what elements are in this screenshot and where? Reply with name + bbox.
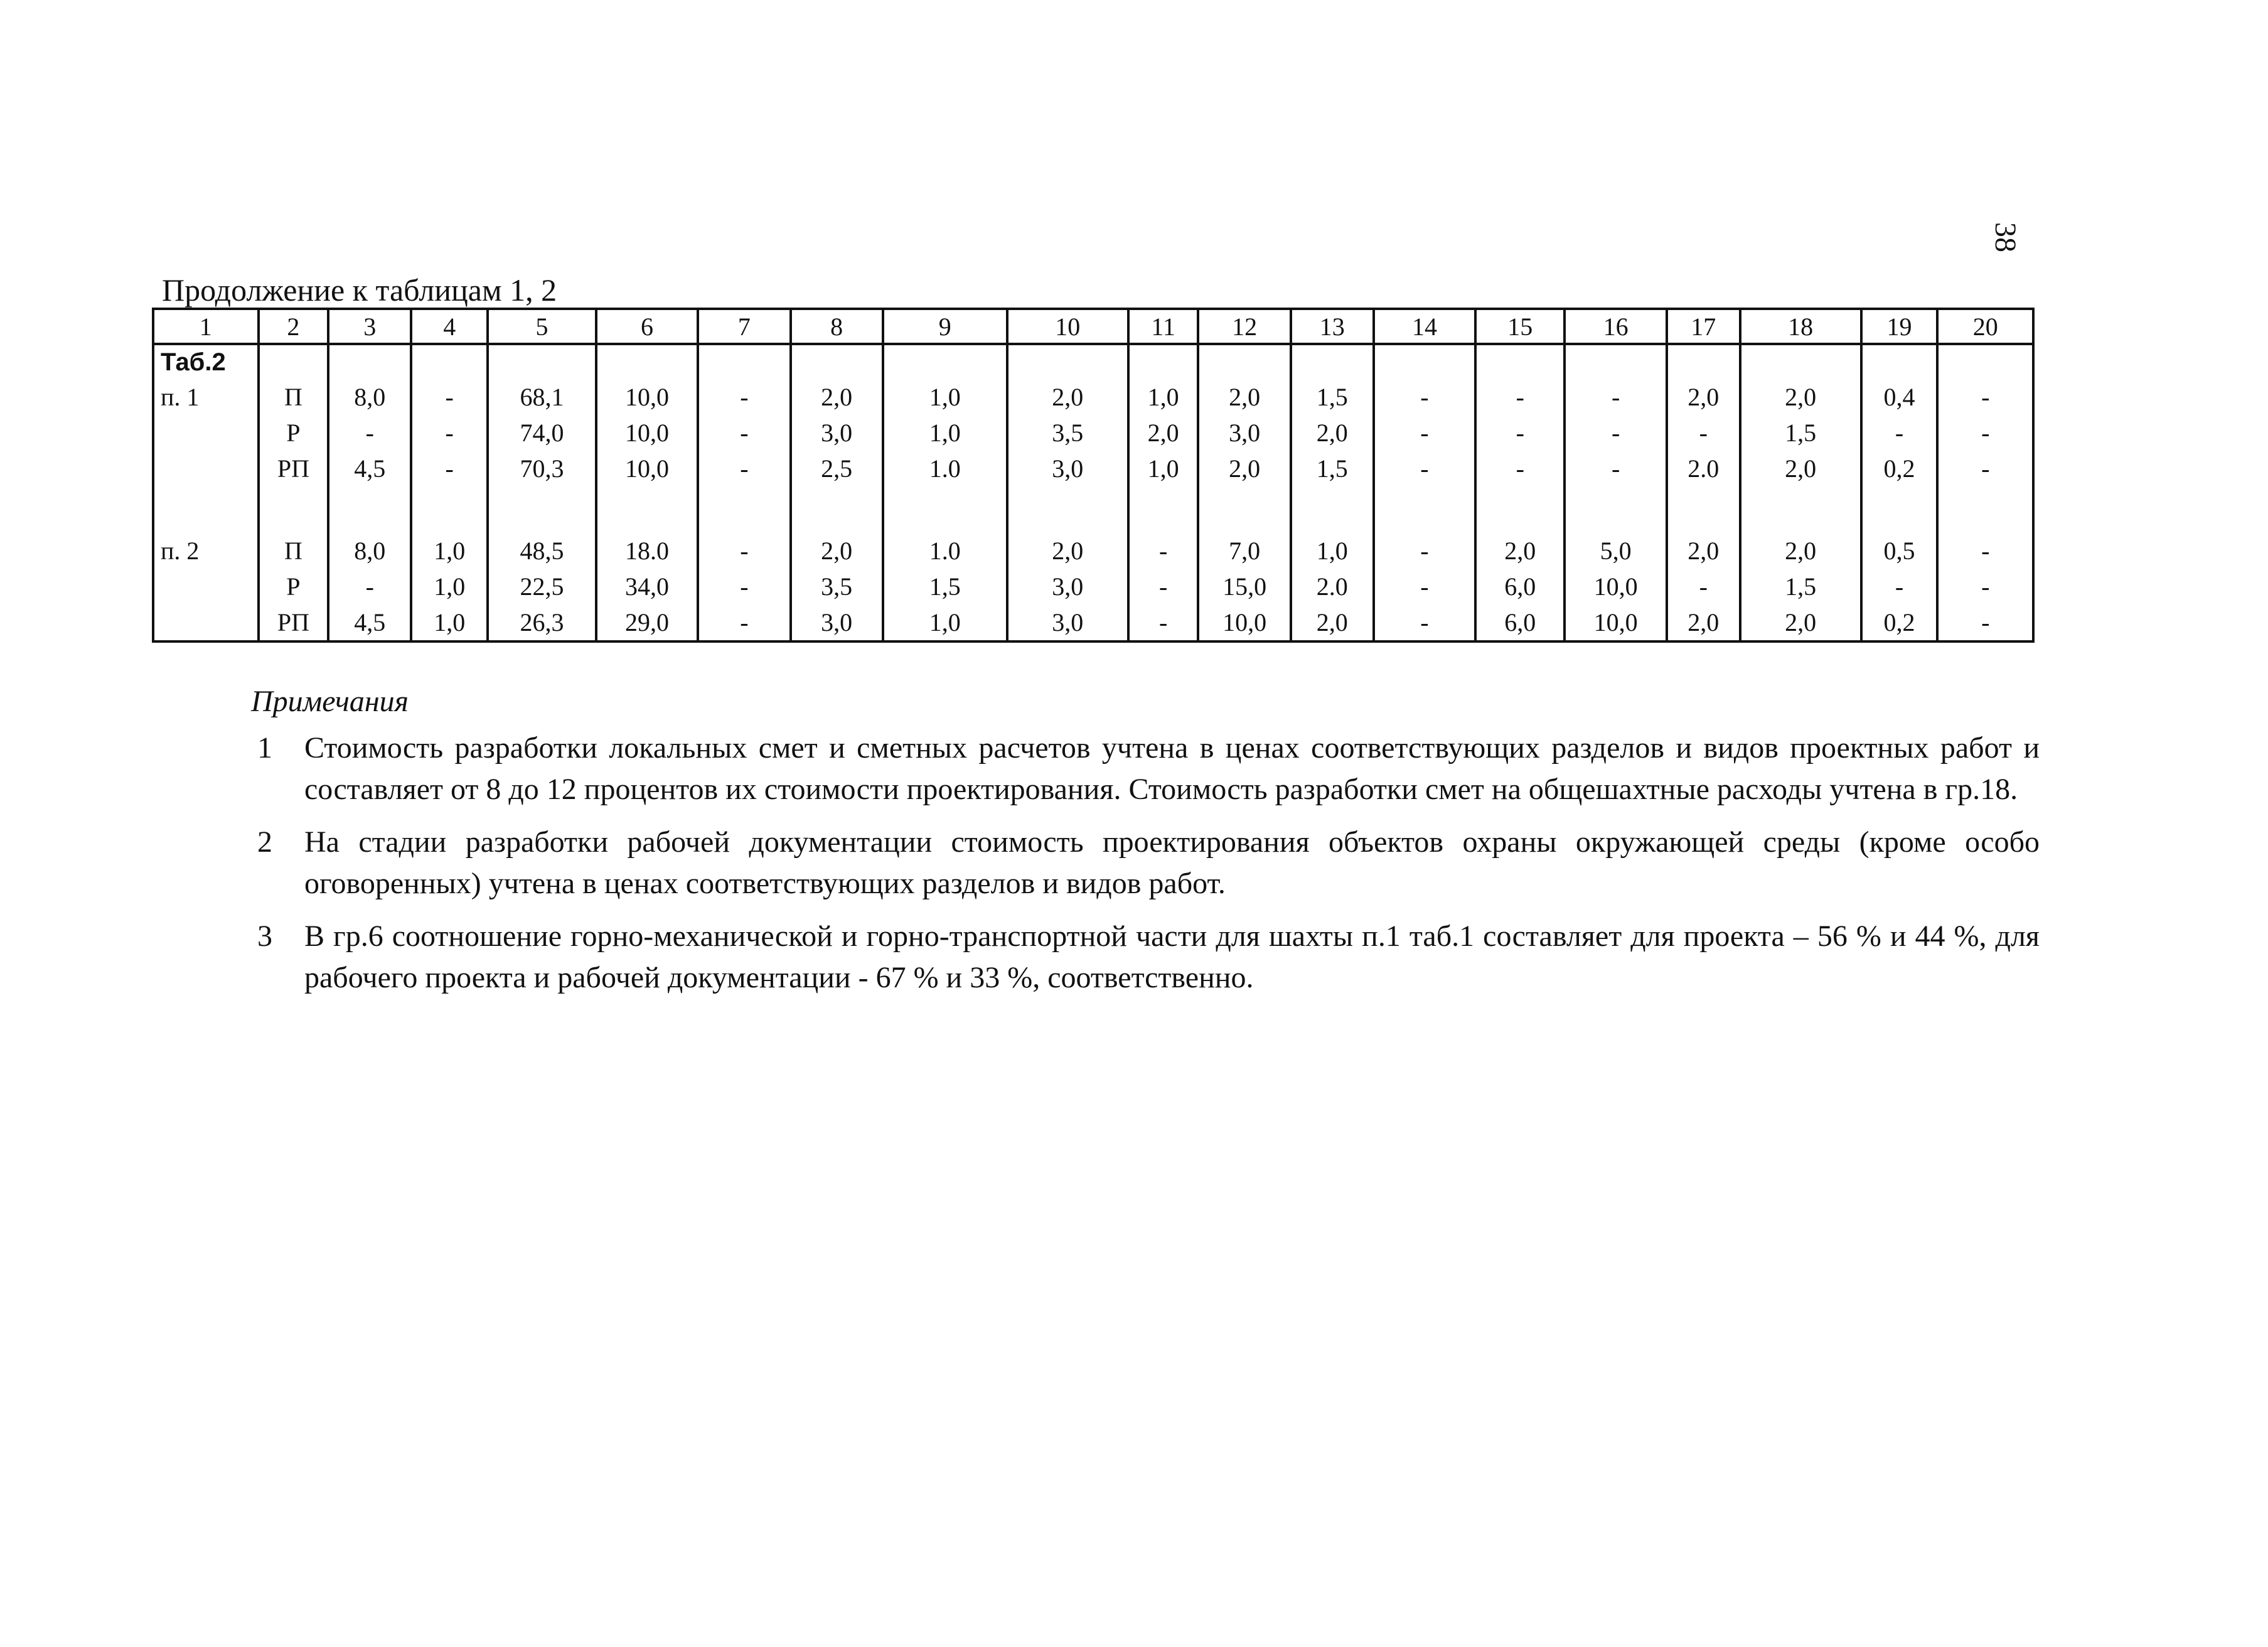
- empty-cell: [259, 486, 329, 533]
- column-header-6: 6: [596, 309, 698, 344]
- table-cell: 3,0: [1007, 451, 1128, 486]
- table-cell: 1,0: [411, 604, 488, 641]
- table-cell: -: [1374, 379, 1475, 415]
- empty-cell: [883, 486, 1007, 533]
- table-cell: -: [1861, 569, 1938, 604]
- empty-cell: [791, 486, 883, 533]
- table-cell: 1,5: [1740, 415, 1861, 451]
- table-cell: 1.0: [883, 533, 1007, 569]
- empty-cell: [1291, 486, 1374, 533]
- table-cell: -: [1374, 451, 1475, 486]
- table-cell: -: [1374, 569, 1475, 604]
- table-body: [153, 344, 2033, 641]
- empty-cell: [698, 486, 790, 533]
- table-cell: 1,0: [883, 379, 1007, 415]
- note-item: [251, 916, 2040, 999]
- table-cell: -: [328, 569, 411, 604]
- empty-cell: [1374, 344, 1475, 379]
- table-cell: 1,0: [1291, 533, 1374, 569]
- table-cell: 0,2: [1861, 451, 1938, 486]
- table-row: [153, 451, 2033, 486]
- tab-label-row: [153, 344, 2033, 379]
- note-number: 1: [257, 731, 272, 764]
- column-header-18: 18: [1740, 309, 1861, 344]
- empty-cell: [1937, 344, 2033, 379]
- table-cell: 48,5: [488, 533, 596, 569]
- table-cell: 2,0: [1291, 415, 1374, 451]
- note-text: В гр.6 соотношение горно-механической и горно-транспортной части для шахты п.1 таб.1 составляет для проекта – 56 % и 44 %, для рабочего проекта и рабочей документации - 67 % и 33 %, соответственно.: [304, 920, 2040, 994]
- table-cell: 0,5: [1861, 533, 1938, 569]
- empty-cell: [1861, 486, 1938, 533]
- table-cell: 1,0: [1128, 451, 1199, 486]
- table-cell: -: [411, 379, 488, 415]
- row-stage-label: Р: [259, 415, 329, 451]
- table-cell: 10,0: [1198, 604, 1290, 641]
- table-cell: 2,0: [1128, 415, 1199, 451]
- table-cell: 4,5: [328, 604, 411, 641]
- table-cell: 2,0: [1007, 533, 1128, 569]
- table-cell: 1,5: [883, 569, 1007, 604]
- table-cell: 15,0: [1198, 569, 1290, 604]
- column-header-15: 15: [1475, 309, 1565, 344]
- column-header-5: 5: [488, 309, 596, 344]
- group-label: п. 1: [153, 379, 259, 415]
- empty-cell: [488, 344, 596, 379]
- row-stage-label: РП: [259, 451, 329, 486]
- table-cell: 3,0: [1007, 604, 1128, 641]
- row-stage-label: РП: [259, 604, 329, 641]
- table-row: [153, 379, 2033, 415]
- table-cell: 2,0: [791, 533, 883, 569]
- notes-title: Примечания: [251, 685, 409, 718]
- empty-cell: [1565, 344, 1666, 379]
- table-cell: 1.0: [883, 451, 1007, 486]
- table-cell: -: [1937, 604, 2033, 641]
- spacer-row: [153, 486, 2033, 533]
- table-cell: -: [698, 451, 790, 486]
- table-cell: 6,0: [1475, 569, 1565, 604]
- table-cell: -: [1937, 569, 2033, 604]
- empty-cell: [1007, 344, 1128, 379]
- table-cell: 74,0: [488, 415, 596, 451]
- table-cell: 8,0: [328, 533, 411, 569]
- column-header-9: 9: [883, 309, 1007, 344]
- table-cell: -: [1128, 533, 1199, 569]
- table-cell: 1,5: [1291, 451, 1374, 486]
- table-cell: -: [698, 569, 790, 604]
- empty-cell: [1198, 344, 1290, 379]
- table-cell: -: [1667, 569, 1740, 604]
- table-cell: -: [1565, 379, 1666, 415]
- column-header-20: 20: [1937, 309, 2033, 344]
- empty-cell: [596, 344, 698, 379]
- empty-cell: [1374, 486, 1475, 533]
- group-label: п. 2: [153, 533, 259, 569]
- table-cell: 70,3: [488, 451, 596, 486]
- table-cell: 1,0: [1128, 379, 1199, 415]
- empty-cell: [698, 344, 790, 379]
- notes-list: [251, 727, 2040, 999]
- column-header-19: 19: [1861, 309, 1938, 344]
- table-cell: 2,0: [1740, 379, 1861, 415]
- table-cell: 2,0: [1740, 533, 1861, 569]
- empty-cell: [153, 569, 259, 604]
- table-cell: 5,0: [1565, 533, 1666, 569]
- note-number: 2: [257, 825, 272, 859]
- empty-cell: [153, 486, 259, 533]
- note-number: 3: [257, 920, 272, 953]
- table-row: [153, 533, 2033, 569]
- table-cell: -: [1667, 415, 1740, 451]
- table-cell: 3,0: [791, 415, 883, 451]
- column-header-17: 17: [1667, 309, 1740, 344]
- table-cell: 1,0: [411, 533, 488, 569]
- table-cell: 2,0: [1291, 604, 1374, 641]
- column-header-10: 10: [1007, 309, 1128, 344]
- row-stage-label: Р: [259, 569, 329, 604]
- table-cell: -: [411, 415, 488, 451]
- table-cell: 2,5: [791, 451, 883, 486]
- table-row: [153, 415, 2033, 451]
- table-cell: 10,0: [596, 415, 698, 451]
- table-cell: 3,5: [791, 569, 883, 604]
- table-cell: 1,5: [1740, 569, 1861, 604]
- table-cell: 2,0: [1740, 604, 1861, 641]
- table-cell: 2,0: [1740, 451, 1861, 486]
- table-cell: -: [698, 415, 790, 451]
- note-item: [251, 727, 2040, 810]
- empty-cell: [1740, 486, 1861, 533]
- table-caption: Продолжение к таблицам 1, 2: [162, 272, 557, 308]
- table-cell: 2,0: [791, 379, 883, 415]
- empty-cell: [1475, 344, 1565, 379]
- empty-cell: [328, 344, 411, 379]
- empty-cell: [153, 451, 259, 486]
- table-cell: 2,0: [1198, 379, 1290, 415]
- table-cell: 8,0: [328, 379, 411, 415]
- table-cell: -: [698, 379, 790, 415]
- table-cell: -: [1374, 533, 1475, 569]
- table-cell: 2,0: [1667, 379, 1740, 415]
- empty-cell: [1667, 344, 1740, 379]
- table-cell: 3,0: [1198, 415, 1290, 451]
- column-header-12: 12: [1198, 309, 1290, 344]
- empty-cell: [153, 415, 259, 451]
- table-cell: 18.0: [596, 533, 698, 569]
- table-cell: -: [1128, 569, 1199, 604]
- empty-cell: [411, 486, 488, 533]
- table-cell: 1,0: [411, 569, 488, 604]
- column-header-16: 16: [1565, 309, 1666, 344]
- empty-cell: [1198, 486, 1290, 533]
- table-cell: 68,1: [488, 379, 596, 415]
- empty-cell: [488, 486, 596, 533]
- empty-cell: [791, 344, 883, 379]
- table-cell: -: [698, 533, 790, 569]
- table-cell: 10,0: [1565, 604, 1666, 641]
- tab-label: Таб.2: [153, 344, 259, 379]
- empty-cell: [1007, 486, 1128, 533]
- column-header-14: 14: [1374, 309, 1475, 344]
- note-text: Стоимость разработки локальных смет и сметных расчетов учтена в ценах соответствующих разделов и видов проектных работ и составляет от 8 до 12 процентов их стоимости проектирования. Стоимость разработки смет на общешахтные расходы учтена в гр.18.: [304, 731, 2040, 806]
- row-stage-label: П: [259, 379, 329, 415]
- empty-cell: [1937, 486, 2033, 533]
- table-row: [153, 604, 2033, 641]
- note-item: [251, 822, 2040, 904]
- empty-cell: [1475, 486, 1565, 533]
- table-cell: 2,0: [1198, 451, 1290, 486]
- table-cell: 22,5: [488, 569, 596, 604]
- table-cell: 2,0: [1007, 379, 1128, 415]
- table-cell: 10,0: [1565, 569, 1666, 604]
- empty-cell: [1128, 344, 1199, 379]
- table-cell: -: [411, 451, 488, 486]
- empty-cell: [259, 344, 329, 379]
- table-cell: 2,0: [1667, 604, 1740, 641]
- column-header-8: 8: [791, 309, 883, 344]
- table-cell: -: [1374, 415, 1475, 451]
- column-header-4: 4: [411, 309, 488, 344]
- table-cell: 1,0: [883, 604, 1007, 641]
- table-cell: -: [1475, 415, 1565, 451]
- table-cell: 3,0: [791, 604, 883, 641]
- table-cell: 1,5: [1291, 379, 1374, 415]
- empty-cell: [596, 486, 698, 533]
- table-cell: -: [328, 415, 411, 451]
- empty-cell: [1861, 344, 1938, 379]
- table-cell: 3,0: [1007, 569, 1128, 604]
- table-cell: 1,0: [883, 415, 1007, 451]
- empty-cell: [1565, 486, 1666, 533]
- table-cell: -: [1475, 451, 1565, 486]
- empty-cell: [883, 344, 1007, 379]
- table-cell: 34,0: [596, 569, 698, 604]
- table-cell: -: [1128, 604, 1199, 641]
- page-number: 38: [1989, 222, 2022, 252]
- table-cell: -: [1374, 604, 1475, 641]
- table-cell: -: [1937, 451, 2033, 486]
- table-cell: 6,0: [1475, 604, 1565, 641]
- table-header: [153, 309, 2033, 344]
- table-cell: -: [1565, 451, 1666, 486]
- column-header-11: 11: [1128, 309, 1199, 344]
- column-header-1: 1: [153, 309, 259, 344]
- table-cell: 10,0: [596, 379, 698, 415]
- table-cell: 10,0: [596, 451, 698, 486]
- table-cell: 0,2: [1861, 604, 1938, 641]
- table-cell: -: [1475, 379, 1565, 415]
- cost-table: [152, 308, 2035, 643]
- column-header-7: 7: [698, 309, 790, 344]
- table-cell: -: [1565, 415, 1666, 451]
- empty-cell: [411, 344, 488, 379]
- empty-cell: [328, 486, 411, 533]
- table-row: [153, 569, 2033, 604]
- table-cell: 0,4: [1861, 379, 1938, 415]
- table-cell: 2.0: [1291, 569, 1374, 604]
- table-cell: 2,0: [1475, 533, 1565, 569]
- empty-cell: [1667, 486, 1740, 533]
- column-header-3: 3: [328, 309, 411, 344]
- table-cell: -: [1937, 415, 2033, 451]
- table-cell: 7,0: [1198, 533, 1290, 569]
- table-cell: 3,5: [1007, 415, 1128, 451]
- empty-cell: [1291, 344, 1374, 379]
- table-cell: 2,0: [1667, 533, 1740, 569]
- notes-section: [251, 681, 2040, 1010]
- table-cell: 29,0: [596, 604, 698, 641]
- empty-cell: [1740, 344, 1861, 379]
- table-cell: 26,3: [488, 604, 596, 641]
- table-cell: 4,5: [328, 451, 411, 486]
- empty-cell: [1128, 486, 1199, 533]
- header-row: [153, 309, 2033, 344]
- table-cell: -: [1937, 533, 2033, 569]
- column-header-2: 2: [259, 309, 329, 344]
- table-cell: -: [698, 604, 790, 641]
- table-cell: -: [1861, 415, 1938, 451]
- table-cell: -: [1937, 379, 2033, 415]
- table-cell: 2.0: [1667, 451, 1740, 486]
- row-stage-label: П: [259, 533, 329, 569]
- note-text: На стадии разработки рабочей документации стоимость проектирования объектов охраны окружающей среды (кроме особо оговоренных) учтена в ценах соответствующих разделов и видов работ.: [304, 825, 2040, 900]
- empty-cell: [153, 604, 259, 641]
- column-header-13: 13: [1291, 309, 1374, 344]
